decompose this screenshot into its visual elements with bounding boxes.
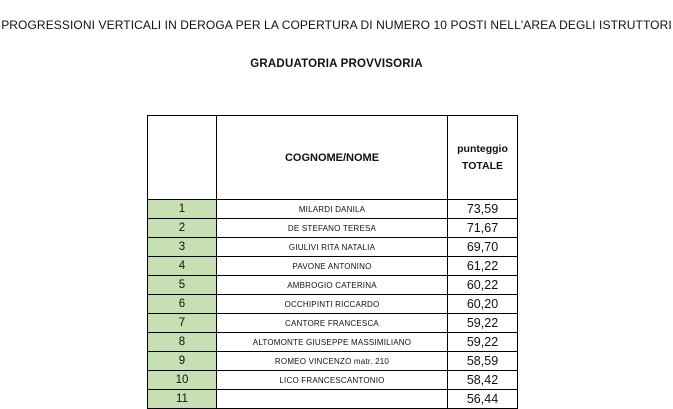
table-row bbox=[148, 257, 518, 276]
row-name bbox=[217, 390, 448, 409]
row-position: 8 bbox=[148, 333, 217, 352]
table-row bbox=[148, 371, 518, 390]
header-score bbox=[448, 116, 518, 200]
row-name: LICO FRANCESCANTONIO bbox=[217, 371, 448, 390]
header-position bbox=[148, 116, 217, 200]
row-position: 1 bbox=[148, 200, 217, 219]
row-score: 61,22 bbox=[448, 257, 518, 276]
table-row bbox=[148, 390, 518, 409]
table-row bbox=[148, 276, 518, 295]
row-name: MILARDI DANILA bbox=[217, 200, 448, 219]
header-score-line2: TOTALE bbox=[461, 159, 504, 172]
table-row bbox=[148, 314, 518, 333]
row-position: 9 bbox=[148, 352, 217, 371]
row-name: OCCHIPINTI RICCARDO bbox=[217, 295, 448, 314]
row-position: 5 bbox=[148, 276, 217, 295]
row-position: 6 bbox=[148, 295, 217, 314]
header-name: COGNOME/NOME bbox=[217, 116, 448, 200]
table-row bbox=[148, 238, 518, 257]
ranking-table bbox=[147, 115, 518, 409]
document-title: PROGRESSIONI VERTICALI IN DEROGA PER LA COPERTURA DI NUMERO 10 POSTI NELL'AREA DEGLI ISTRUTTORI bbox=[1, 18, 672, 32]
header-score-line1: punteggio bbox=[457, 142, 508, 155]
table-row bbox=[148, 352, 518, 371]
row-score: 73,59 bbox=[448, 200, 518, 219]
row-score: 69,70 bbox=[448, 238, 518, 257]
row-name: GIULIVI RITA NATALIA bbox=[217, 238, 448, 257]
table-header-row bbox=[148, 116, 518, 200]
document-subtitle: GRADUATORIA PROVVISORIA bbox=[250, 58, 423, 70]
row-score: 60,20 bbox=[448, 295, 518, 314]
table-row bbox=[148, 295, 518, 314]
row-score: 56,44 bbox=[448, 390, 518, 409]
row-score: 71,67 bbox=[448, 219, 518, 238]
table-row bbox=[148, 333, 518, 352]
row-name: PAVONE ANTONINO bbox=[217, 257, 448, 276]
row-name: ALTOMONTE GIUSEPPE MASSIMILIANO bbox=[217, 333, 448, 352]
row-score: 58,59 bbox=[448, 352, 518, 371]
row-position: 10 bbox=[148, 371, 217, 390]
row-score: 59,22 bbox=[448, 314, 518, 333]
row-score: 59,22 bbox=[448, 333, 518, 352]
row-score: 60,22 bbox=[448, 276, 518, 295]
row-position: 3 bbox=[148, 238, 217, 257]
row-position: 2 bbox=[148, 219, 217, 238]
table-row bbox=[148, 200, 518, 219]
row-position: 4 bbox=[148, 257, 217, 276]
row-name: ROMEO VINCENZO matr. 210 bbox=[217, 352, 448, 371]
row-name: DE STEFANO TERESA bbox=[217, 219, 448, 238]
row-name: CANTORE FRANCESCA bbox=[217, 314, 448, 333]
table-row bbox=[148, 219, 518, 238]
row-position: 11 bbox=[148, 390, 217, 409]
row-position: 7 bbox=[148, 314, 217, 333]
row-name: AMBROGIO CATERINA bbox=[217, 276, 448, 295]
row-score: 58,42 bbox=[448, 371, 518, 390]
